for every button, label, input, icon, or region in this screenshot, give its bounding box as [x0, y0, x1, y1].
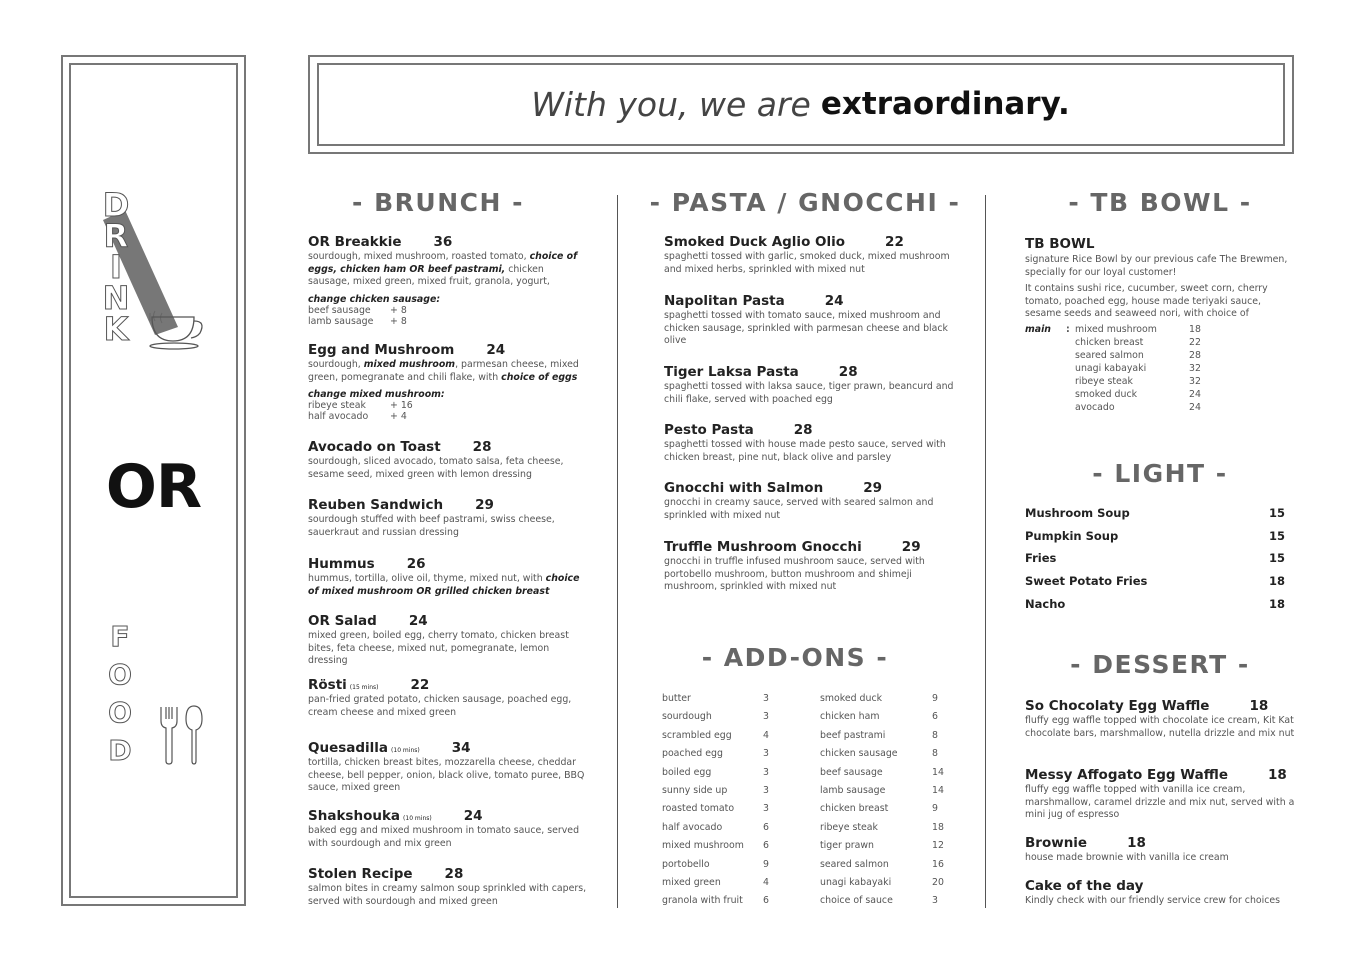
description-segment: sourdough, mixed mushroom, roasted tomato,: [308, 251, 530, 262]
pasta-heading: - PASTA / GNOCCHI -: [649, 188, 961, 217]
drink-letter: I: [110, 248, 122, 286]
menu-item: [308, 497, 588, 539]
item-title: [308, 808, 588, 824]
menu-item: [308, 677, 588, 719]
tbbowl-desc2: It contains sushi rice, cucumber, sweet corn, cherry tomato, poached egg, house made teriyaki sauce, sesame seeds and seaweed nori, with choice of: [1025, 283, 1268, 320]
item-title: [308, 866, 588, 882]
light-item: [1025, 551, 1285, 565]
option-row: [308, 316, 588, 327]
item-name: Napolitan Pasta: [664, 293, 785, 309]
description-segment: sourdough stuffed with beef pastrami, swiss cheese, sauerkraut and russian dressing: [308, 514, 555, 538]
menu-item: [1025, 878, 1297, 908]
option-price: + 8: [390, 315, 407, 327]
item-title: [1025, 835, 1297, 851]
menu-item: [308, 234, 588, 327]
option-name: ribeye steak: [308, 400, 366, 412]
light-item-price: 15: [1268, 551, 1285, 566]
item-description: [664, 310, 954, 348]
addon-name: sunny side up: [662, 785, 728, 796]
item-description: [664, 439, 954, 464]
item-price: 18: [1127, 835, 1146, 851]
addon-item: [820, 785, 952, 796]
description-segment: , parmesan cheese, mixed green, pomegranate and chili flake, with: [308, 359, 579, 383]
addon-item: [820, 877, 952, 888]
tbbowl-main-price: 24: [1189, 402, 1201, 413]
menu-item: [308, 342, 588, 422]
item-title: [1025, 698, 1297, 714]
addon-item: [662, 711, 783, 722]
item-name: Truffle Mushroom Gnocchi: [664, 539, 862, 555]
menu-item: [308, 613, 588, 668]
item-description: [308, 514, 588, 539]
menu-item: [308, 439, 588, 481]
item-title: [664, 480, 954, 496]
item-name: Cake of the day: [1025, 878, 1144, 894]
tbbowl-colon: :: [1066, 324, 1070, 335]
addon-item: [820, 822, 952, 833]
addon-item: [662, 803, 783, 814]
tbbowl-main-option: ribeye steak: [1075, 376, 1133, 387]
menu-item: [1025, 835, 1297, 865]
drink-letter: N: [102, 279, 130, 317]
item-name: Quesadilla: [308, 740, 389, 756]
light-item: [1025, 574, 1285, 588]
description-segment: Kindly check with our friendly service crew for choices: [1025, 895, 1281, 906]
addon-price: 3: [763, 693, 769, 704]
item-price: 36: [433, 234, 453, 250]
addon-item: [820, 693, 952, 704]
addon-price: 4: [763, 877, 769, 888]
addon-name: chicken sausage: [820, 748, 898, 760]
option-price: + 8: [390, 304, 407, 316]
light-heading: - LIGHT -: [1092, 459, 1228, 488]
item-prep-time: (10 mins): [391, 747, 420, 754]
addon-name: boiled egg: [662, 766, 712, 778]
item-name: OR Salad: [308, 613, 377, 629]
item-description: [1025, 715, 1297, 740]
addon-item: [820, 803, 952, 814]
item-title: [664, 293, 954, 309]
addon-item: [820, 767, 952, 778]
item-name: Rösti: [308, 677, 347, 693]
description-segment: spaghetti tossed with house made pesto sauce, served with chicken breast, pine nut, black olive and parsley: [664, 439, 946, 463]
description-segment: choice of eggs: [501, 371, 578, 383]
addon-item: [820, 859, 952, 870]
item-description: [664, 556, 954, 594]
tbbowl-main-option: mixed mushroom: [1075, 324, 1157, 335]
item-description: [308, 630, 588, 668]
addon-item: [820, 840, 952, 851]
addon-price: 8: [932, 748, 938, 760]
light-item-price: 15: [1268, 506, 1285, 520]
drink-letters: [100, 186, 132, 348]
description-segment: sourdough, sliced avocado, tomato salsa, feta cheese, sesame seed, mixed green with lemon dressing: [308, 456, 564, 480]
item-title: [308, 613, 588, 629]
item-description: [308, 573, 588, 598]
menu-item: [664, 293, 954, 348]
item-price: 22: [410, 677, 430, 693]
item-title: [664, 539, 954, 555]
menu-item: [308, 866, 588, 908]
addon-price: 3: [763, 748, 769, 760]
item-description: [1025, 895, 1297, 908]
item-price: 28: [838, 364, 858, 380]
menu-item: [308, 808, 588, 850]
addon-item: [820, 711, 952, 722]
item-price: 29: [475, 497, 494, 513]
addon-name: scrambled egg: [662, 729, 732, 741]
item-price: 29: [863, 480, 882, 496]
light-item-price: 15: [1268, 528, 1285, 543]
light-item: [1025, 529, 1285, 543]
tbbowl-main-price: 22: [1189, 337, 1201, 348]
addon-price: 6: [932, 711, 938, 723]
item-title: [308, 556, 588, 572]
addon-price: 3: [763, 803, 769, 815]
addon-name: beef sausage: [820, 766, 883, 778]
item-price: 22: [885, 234, 904, 250]
tbbowl-main-option: smoked duck: [1075, 389, 1138, 400]
addon-name: portobello: [662, 858, 710, 870]
item-price: 18: [1268, 767, 1287, 783]
addon-price: 3: [763, 711, 769, 723]
description-segment: salmon bites in creamy salmon soup sprinkled with capers, served with sourdough and mixed green: [308, 883, 587, 907]
option-name: beef sausage: [308, 304, 371, 316]
addon-price: 6: [763, 821, 769, 833]
item-title: [664, 422, 954, 438]
addon-item: [662, 785, 783, 796]
item-price: 29: [901, 539, 921, 555]
tbbowl-main-price: 24: [1189, 389, 1201, 400]
option-name: lamb sausage: [308, 315, 374, 327]
tbbowl-main-option: unagi kabayaki: [1075, 363, 1147, 374]
item-price: 34: [451, 740, 471, 756]
drink-letter: K: [103, 310, 129, 348]
option-row: [308, 305, 588, 316]
item-options: [308, 294, 588, 327]
description-segment: baked egg and mixed mushroom in tomato sauce, served with sourdough and mix green: [308, 825, 580, 849]
item-prep-time: (10 mins): [403, 815, 432, 822]
item-price: 24: [824, 293, 844, 309]
description-segment: gnocchi in creamy sauce, served with seared salmon and sprinkled with mixed nut: [664, 497, 934, 521]
item-price: 28: [472, 439, 492, 455]
addon-price: 9: [932, 803, 938, 815]
tagline: [317, 63, 1284, 145]
logo-or: OR: [105, 452, 202, 522]
item-name: Tiger Laksa Pasta: [664, 364, 799, 380]
addon-price: 6: [763, 840, 769, 852]
description-segment: house made brownie with vanilla ice cream: [1025, 852, 1229, 863]
tbbowl-main-price: 18: [1189, 324, 1201, 335]
item-name: OR Breakkie: [308, 234, 402, 250]
light-item-name: Nacho: [1025, 596, 1066, 611]
addon-name: smoked duck: [820, 693, 883, 704]
item-description: [308, 251, 588, 289]
menu-item: [664, 480, 954, 522]
addon-item: [662, 748, 783, 759]
tbbowl-main-label: main: [1025, 324, 1051, 335]
light-item-name: Sweet Potato Fries: [1025, 574, 1148, 589]
addon-item: [662, 767, 783, 778]
brunch-heading: - BRUNCH -: [352, 188, 524, 217]
fork-spoon-icon: [158, 705, 208, 765]
item-price: 24: [486, 342, 506, 358]
addon-name: choice of sauce: [820, 895, 893, 907]
item-title: [308, 439, 588, 455]
addon-name: mixed mushroom: [662, 840, 744, 852]
addon-name: chicken ham: [820, 711, 880, 723]
addon-price: 16: [932, 858, 944, 870]
item-name: Stolen Recipe: [308, 866, 413, 882]
addon-item: [662, 730, 783, 741]
tbbowl-main-option: seared salmon: [1075, 350, 1144, 361]
item-title: [664, 364, 954, 380]
column-divider: [617, 195, 618, 908]
addon-price: 8: [932, 729, 938, 741]
option-row: [308, 400, 588, 411]
addon-item: [820, 748, 952, 759]
description-segment: sourdough,: [308, 359, 364, 370]
addon-name: roasted tomato: [662, 803, 735, 815]
item-description: [664, 251, 954, 276]
addon-name: beef pastrami: [820, 729, 886, 741]
food-letter: O: [108, 658, 132, 691]
addon-name: half avocado: [662, 821, 723, 833]
option-name: half avocado: [308, 411, 369, 423]
description-segment: choice of mixed mushroom OR grilled chicken breast: [308, 573, 580, 597]
addon-item: [662, 895, 783, 906]
item-title: [308, 677, 588, 693]
addon-price: 3: [763, 785, 769, 796]
item-title: [1025, 878, 1297, 894]
item-name: So Chocolaty Egg Waffle: [1025, 698, 1210, 714]
item-name: Hummus: [308, 556, 375, 572]
item-price: 28: [793, 422, 813, 438]
tbbowl-main-option: avocado: [1075, 402, 1115, 413]
menu-item: [308, 556, 588, 598]
tbbowl-main-price: 28: [1189, 350, 1201, 361]
addon-item: [662, 822, 783, 833]
addon-name: poached egg: [662, 748, 723, 760]
item-description: [664, 497, 954, 522]
item-price: 28: [444, 866, 464, 882]
addon-name: unagi kabayaki: [820, 877, 892, 888]
item-price: 24: [463, 808, 483, 824]
menu-item: [664, 422, 954, 464]
item-description: [308, 694, 588, 719]
light-item: [1025, 506, 1285, 520]
item-title: [664, 234, 954, 250]
addon-price: 3: [932, 895, 938, 907]
item-title: [1025, 767, 1297, 783]
menu-item: [1025, 767, 1297, 822]
drink-letter: R: [103, 217, 129, 255]
addon-item: [820, 730, 952, 741]
tbbowl-desc1: signature Rice Bowl by our previous cafe The Brewmen, specially for our loyal customer!: [1025, 254, 1288, 278]
item-name: Pesto Pasta: [664, 422, 754, 438]
food-letter: O: [108, 696, 132, 729]
dessert-heading: - DESSERT -: [1070, 650, 1250, 679]
item-title: [308, 342, 588, 358]
item-description: [1025, 852, 1297, 865]
menu-item: [664, 539, 954, 594]
addon-name: sourdough: [662, 711, 712, 723]
item-name: Smoked Duck Aglio Olio: [664, 234, 846, 250]
item-price: 18: [1249, 698, 1269, 714]
item-description: [308, 456, 588, 481]
tbbowl-main-price: 32: [1189, 376, 1201, 387]
options-label: change chicken sausage:: [308, 293, 441, 305]
addon-name: lamb sausage: [820, 785, 886, 796]
description-segment: choice of eggs, chicken ham OR beef pastrami,: [308, 251, 578, 275]
item-prep-time: (15 mins): [349, 684, 379, 691]
light-item-name: Pumpkin Soup: [1025, 528, 1119, 543]
description-segment: mixed mushroom: [363, 359, 456, 370]
tbbowl-name: TB BOWL: [1025, 236, 1095, 252]
option-price: + 16: [390, 400, 413, 412]
description-segment: fluffy egg waffle topped with vanilla ice cream, marshmallow, caramel drizzle and mix nut, served with a mini jug of espresso: [1025, 784, 1295, 821]
light-item-price: 18: [1268, 574, 1285, 589]
menu-item: [664, 364, 954, 406]
addon-price: 12: [932, 840, 944, 852]
addon-price: 14: [932, 766, 944, 778]
menu-item: [664, 234, 954, 276]
light-item-name: Mushroom Soup: [1025, 506, 1130, 520]
addon-price: 9: [932, 693, 938, 704]
tbbowl-heading: - TB BOWL -: [1068, 188, 1252, 217]
item-price: 24: [408, 613, 428, 629]
item-description: [1025, 784, 1297, 822]
item-description: [308, 757, 588, 795]
food-letter: F: [110, 620, 130, 653]
light-item-name: Fries: [1025, 551, 1057, 566]
light-item: [1025, 597, 1285, 611]
addon-price: 3: [763, 766, 769, 778]
item-description: [308, 883, 588, 908]
description-segment: chicken sausage, mixed green, mixed fruit, granola, yogurt,: [308, 263, 550, 288]
item-name: Gnocchi with Salmon: [664, 480, 824, 496]
addon-price: 4: [763, 729, 769, 741]
light-item-price: 18: [1268, 596, 1285, 611]
addon-item: [820, 895, 952, 906]
addon-name: butter: [662, 693, 691, 704]
addon-name: tiger prawn: [820, 840, 874, 852]
description-segment: gnocchi in truffle infused mushroom sauce, served with portobello mushroom, button mushroom and shimeji mushroom, sprinkled with mixed nut: [664, 556, 925, 593]
addon-name: granola with fruit: [662, 895, 743, 907]
item-description: [308, 825, 588, 850]
item-name: Egg and Mushroom: [308, 342, 455, 358]
description-segment: mixed green, boiled egg, cherry tomato, chicken breast bites, feta cheese, mixed nut, pomegranate, lemon dressing: [308, 630, 569, 667]
menu-item: [1025, 698, 1297, 740]
addon-price: 18: [932, 821, 944, 833]
addon-price: 14: [932, 785, 944, 796]
addon-price: 6: [763, 895, 769, 907]
description-segment: hummus, tortilla, olive oil, thyme, mixed nut, with: [308, 573, 546, 584]
description-segment: spaghetti tossed with laksa sauce, tiger prawn, beancurd and chili flake, served with poached egg: [664, 381, 954, 405]
item-name: Reuben Sandwich: [308, 497, 444, 513]
menu-item: [308, 740, 588, 795]
addon-name: ribeye steak: [820, 821, 878, 833]
item-title: [308, 740, 588, 756]
item-description: [664, 381, 954, 406]
drink-letter: D: [102, 186, 130, 224]
item-name: Shakshouka: [308, 808, 401, 824]
description-segment: fluffy egg waffle topped with chocolate ice cream, Kit Kat chocolate bars, marshmallow, nutella drizzle and mix nut: [1025, 715, 1295, 739]
addon-price: 20: [932, 877, 944, 888]
item-name: Avocado on Toast: [308, 439, 441, 455]
option-price: + 4: [390, 411, 407, 423]
tbbowl-main-option: chicken breast: [1075, 337, 1144, 348]
item-name: Brownie: [1025, 835, 1088, 851]
description-segment: spaghetti tossed with tomato sauce, mixed mushroom and chicken sausage, sprinkled with parmesan cheese and black olive: [664, 310, 948, 347]
food-letters: [104, 618, 136, 770]
addon-name: mixed green: [662, 877, 721, 888]
addon-item: [662, 859, 783, 870]
item-title: [308, 497, 588, 513]
tbbowl-main-price: 32: [1189, 363, 1201, 374]
item-price: 26: [406, 556, 426, 572]
item-options: [308, 389, 588, 422]
option-row: [308, 411, 588, 422]
item-description: [308, 359, 588, 384]
addon-name: seared salmon: [820, 858, 889, 870]
addon-price: 9: [763, 858, 769, 870]
tagline-bold: extraordinary.: [820, 86, 1070, 122]
item-name: Messy Affogato Egg Waffle: [1025, 767, 1229, 783]
addon-item: [662, 877, 783, 888]
addon-item: [662, 693, 783, 704]
options-label: change mixed mushroom:: [308, 389, 445, 401]
addons-heading: - ADD-ONS -: [701, 643, 889, 672]
addon-name: chicken breast: [820, 803, 889, 815]
addon-item: [662, 840, 783, 851]
item-title: [308, 234, 588, 250]
food-letter: D: [108, 734, 132, 767]
description-segment: spaghetti tossed with garlic, smoked duck, mixed mushroom and mixed herbs, sprinkled with mixed nut: [664, 251, 950, 275]
tagline-italic: With you, we are: [531, 84, 811, 124]
description-segment: tortilla, chicken breast bites, mozzarella cheese, cheddar cheese, bell pepper, onion, black olive, tomato puree, BBQ sauce, mixed green: [308, 757, 585, 794]
column-divider: [985, 195, 986, 908]
description-segment: pan-fried grated potato, chicken sausage, poached egg, cream cheese and mixed green: [308, 694, 572, 718]
